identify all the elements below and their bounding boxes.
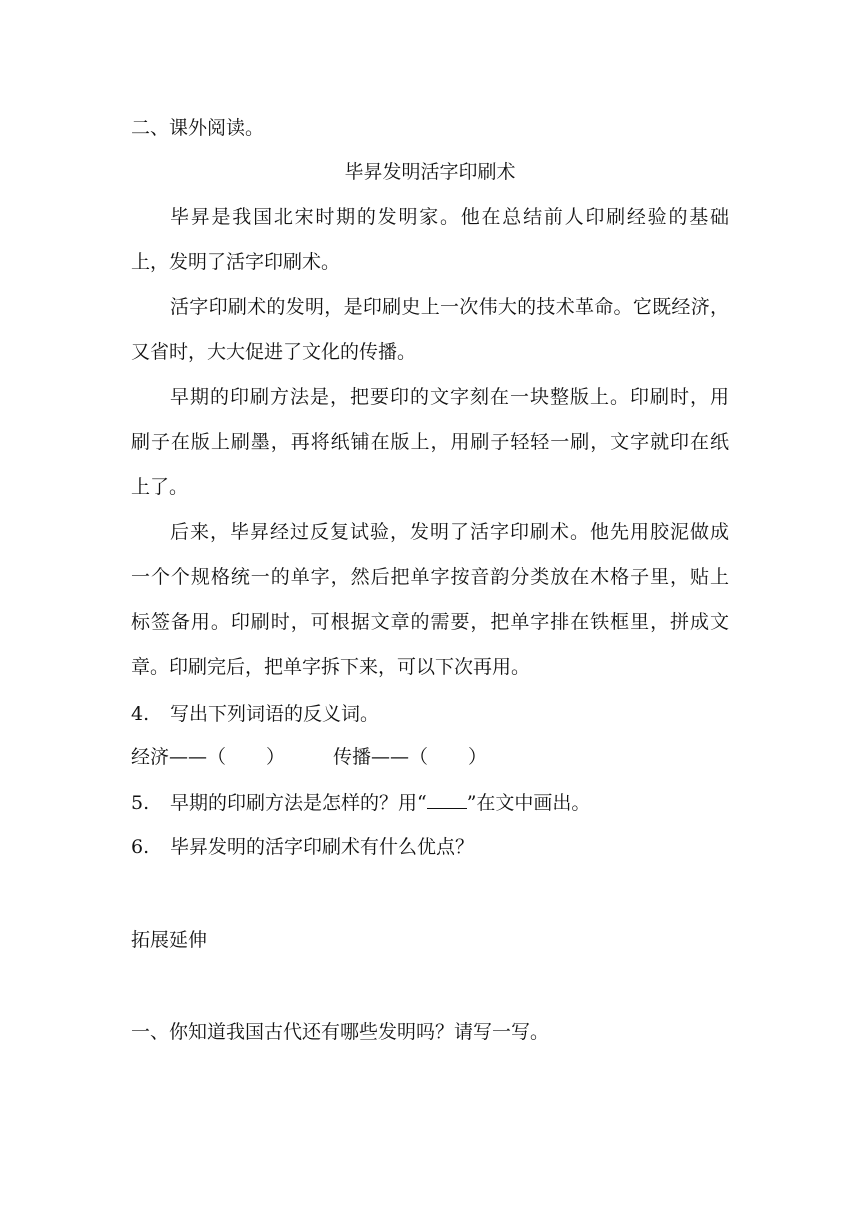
extension-heading: 拓展延伸 xyxy=(131,929,208,951)
question-number: 4. xyxy=(131,703,150,725)
passage-line: 后来，毕昇经过反复试验，发明了活字印刷术。他先用胶泥做成 xyxy=(170,521,729,543)
passage-line: 上了。 xyxy=(131,476,189,498)
passage-line: 标签备用。印刷时，可根据文章的需要，把单字排在铁框里，拼成文 xyxy=(131,611,729,633)
question-6 xyxy=(131,835,474,859)
passage-line: 上，发明了活字印刷术。 xyxy=(131,251,341,273)
antonym-answers xyxy=(131,745,487,769)
question-4 xyxy=(131,702,379,726)
passage-line: 活字印刷术的发明，是印刷史上一次伟大的技术革命。它既经济， xyxy=(170,296,729,318)
extension-question: 一、你知道我国古代还有哪些发明吗？请写一写。 xyxy=(131,1021,550,1043)
passage-line: 毕昇是我国北宋时期的发明家。他在总结前人印刷经验的基础 xyxy=(170,206,729,228)
passage-line: 又省时，大大促进了文化的传播。 xyxy=(131,341,417,363)
antonym-item-2: 传播——（ xyxy=(333,746,429,768)
question-text: 毕昇发明的活字印刷术有什么优点？ xyxy=(170,836,475,858)
antonym-item-2-close: ） xyxy=(468,746,488,768)
passage-title: 毕昇发明活字印刷术 xyxy=(344,161,516,183)
reading-section-heading: 二、课外阅读。 xyxy=(131,117,265,139)
passage-line: 刷子在版上刷墨，再将纸铺在版上，用刷子轻轻一刷，文字就印在纸 xyxy=(131,431,729,453)
antonym-item-1: 经济——（ xyxy=(131,746,227,768)
question-text: 写出下列词语的反义词。 xyxy=(170,703,380,725)
passage-line: 一个个规格统一的单字，然后把单字按音韵分类放在木格子里，贴上 xyxy=(131,566,729,588)
question-number: 5. xyxy=(131,792,150,814)
passage-line: 章。印刷完后，把单字拆下来，可以下次再用。 xyxy=(131,656,531,678)
passage-line: 早期的印刷方法是，把要印的文字刻在一块整版上。印刷时，用 xyxy=(170,386,729,408)
question-text-after: ”在文中画出。 xyxy=(466,792,591,814)
question-number: 6. xyxy=(131,836,150,858)
question-text-before: 早期的印刷方法是怎样的？用“ xyxy=(170,792,427,814)
underline-blank xyxy=(427,790,467,809)
antonym-item-1-close: ） xyxy=(266,746,286,768)
question-5 xyxy=(131,790,590,815)
